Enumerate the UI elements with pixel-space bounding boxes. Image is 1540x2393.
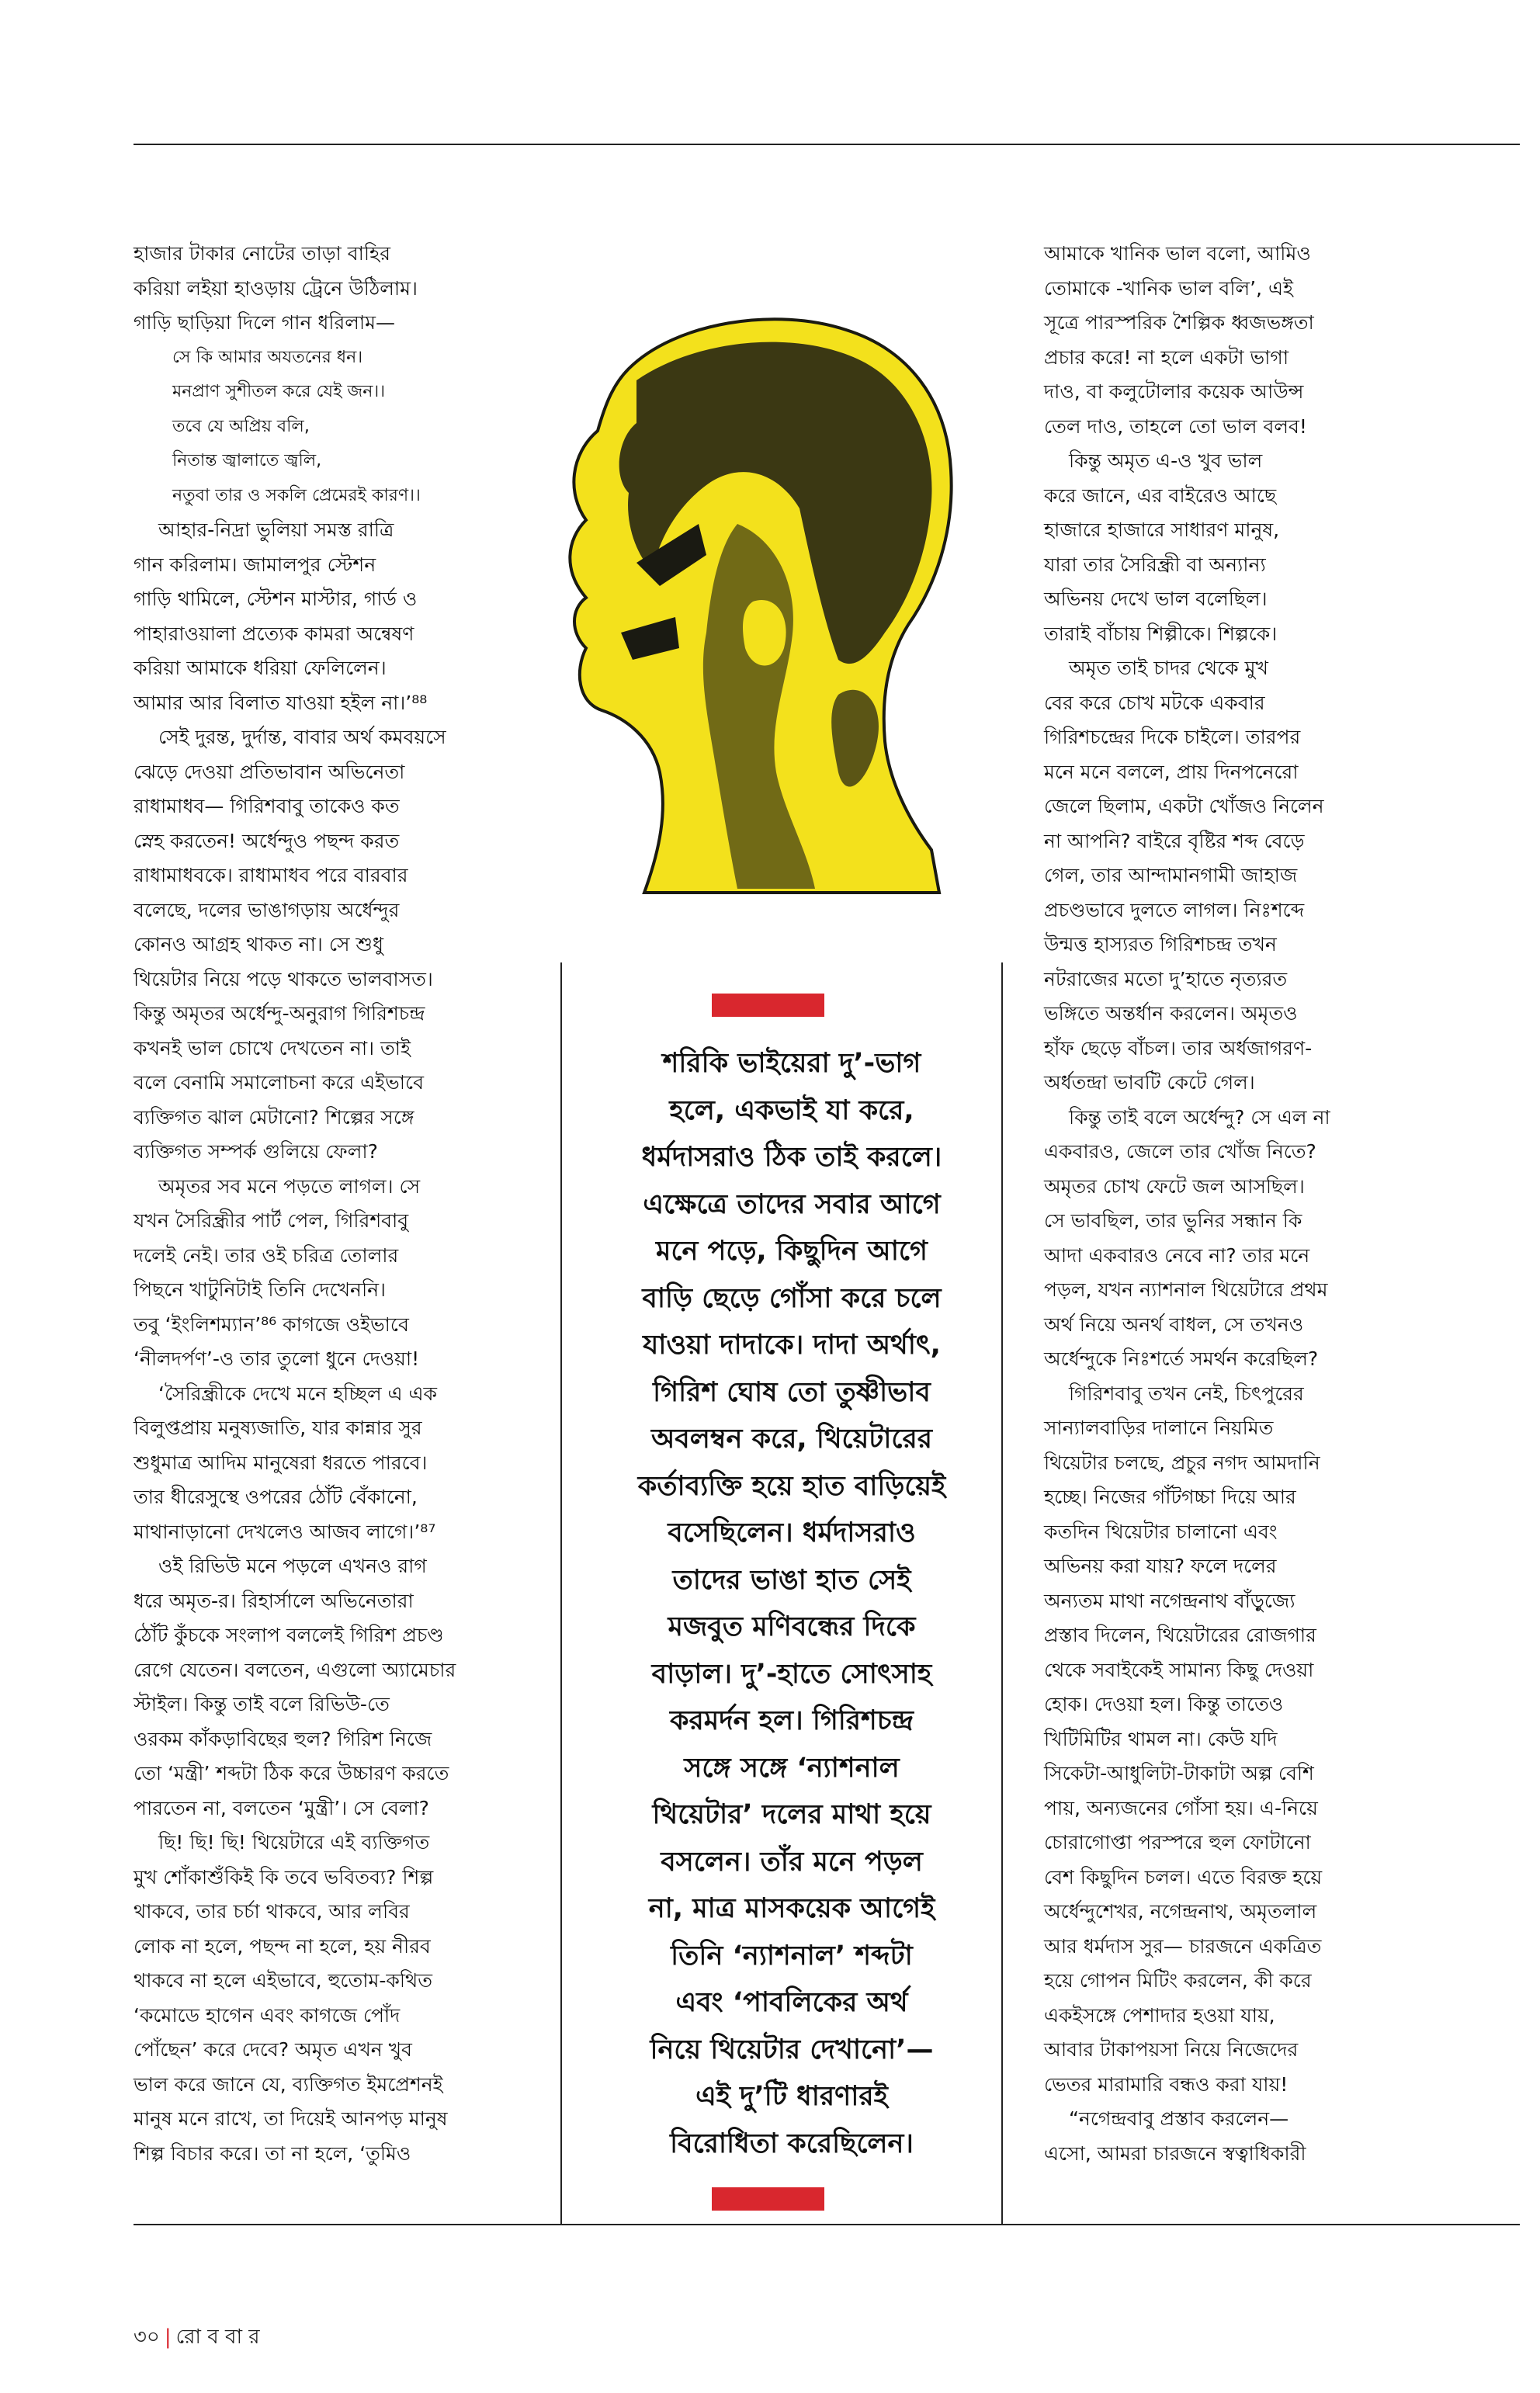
text-line: প্রচার করে! না হলে একটা ভাগা — [1044, 345, 1289, 369]
pull-quote — [574, 1040, 1009, 2167]
text-line: নটরাজের মতো দু’হাতে নৃত্যরত — [1044, 967, 1288, 990]
text-line: তো ‘মন্ত্রী’ শব্দটা ঠিক করে উচ্চারণ করতে — [134, 1762, 449, 1784]
text-line: কিন্তু অমৃত এ-ও খুব ভাল — [1069, 449, 1263, 472]
text-line: বলেছে, দলের ভাঙাগড়ায় অর্ধেন্দুর — [134, 898, 400, 921]
text-line: তোমাকে -খানিক ভাল বলি’, এই — [1044, 276, 1293, 300]
text-line: উন্মত্ত হাস্যরত গিরিশচন্দ্র তখন — [1044, 933, 1277, 955]
text-line: আমার আর বিলাত যাওয়া হইল না।’⁸⁸ — [134, 691, 428, 714]
text-line: পোঁছেন’ করে দেবে? অমৃত এখন খুব — [134, 2038, 412, 2061]
text-line: ছি! ছি! ছি! থিয়েটারে এই ব্যক্তিগত — [158, 1831, 430, 1854]
text-line: গাড়ি ছাড়িয়া দিলে গান ধরিলাম— — [134, 311, 395, 334]
text-line: পায়, অন্যজনের গোঁসা হয়। এ-নিয়ে — [1044, 1796, 1318, 1819]
text-line: রেগে যেতেন। বলতেন, এগুলো অ্যামেচার — [134, 1658, 456, 1681]
text-line: এসো, আমরা চারজনে স্বত্বাধিকারী — [1044, 2142, 1306, 2165]
text-line: তারাই বাঁচায় শিল্পীকে। শিল্পকে। — [1044, 622, 1278, 645]
text-line: তেল দাও, তাহলে তো ভাল বলব! — [1044, 414, 1307, 438]
quote-line: মনে পড়ে, কিছুদিন আগে — [656, 1236, 928, 1267]
quote-line: হলে, একভাই যা করে, — [669, 1094, 914, 1126]
text-line: আর ধর্মদাস সুর— চারজনে একত্রিত — [1044, 1934, 1322, 1958]
text-line: ধরে অমৃত-র। রিহার্সালে অভিনেতারা — [134, 1589, 414, 1612]
text-line: অর্ধতন্দ্রা ভাবটি কেটে গেল। — [1044, 1071, 1255, 1094]
text-line: চোরাগোপ্তা পরস্পরে হুল ফোটানো — [1044, 1831, 1311, 1854]
text-line: স্টাইল। কিন্তু তাই বলে রিভিউ-তে — [134, 1693, 390, 1715]
text-line: মানুষ মনে রাখে, তা দিয়েই আনপড় মানুষ — [134, 2107, 448, 2130]
text-line: গান করিলাম। জামালপুর স্টেশন — [134, 553, 376, 576]
quote-line: তাদের ভাঙা হাত সেই — [672, 1564, 911, 1596]
quote-line: বাড়ি ছেড়ে গোঁসা করে চলে — [642, 1282, 942, 1314]
text-line: থিয়েটার নিয়ে পড়ে থাকতে ভালবাসত। — [134, 967, 433, 990]
text-line: সেই দুরন্ত, দুর্দান্ত, বাবার অর্থ কমবয়সে — [158, 726, 446, 748]
article-column-left — [134, 237, 553, 2171]
text-line: পড়ল, যখন ন্যাশনাল থিয়েটারে প্রথম — [1044, 1278, 1328, 1301]
text-line: হচ্ছে। নিজের গাঁটগচ্চা দিয়ে আর — [1044, 1486, 1296, 1508]
text-line: সে ভাবছিল, তার ভুনির সন্ধান কি — [1044, 1209, 1302, 1232]
article-column-right — [1044, 237, 1510, 2171]
text-line: গাড়ি থামিলে, স্টেশন মাস্টার, গার্ড ও — [134, 588, 418, 610]
text-line: থেকে সবাইকেই সামান্য কিছু দেওয়া — [1044, 1658, 1314, 1681]
text-line: রাধামাধবকে। রাধামাধব পরে বারবার — [134, 864, 408, 886]
text-line: সিকেটা-আধুলিটা-টাকাটা অল্প বেশি — [1044, 1762, 1314, 1784]
text-line: তার ধীরেসুস্থে ওপরের ঠোঁট বেঁকানো, — [134, 1486, 418, 1508]
quote-line: বিরোধিতা করেছিলেন। — [670, 2128, 914, 2159]
text-line: শুধুমাত্র আদিম মানুষেরা ধরতে পারবে। — [134, 1451, 428, 1474]
text-line: হয়ে গোপন মিটিং করলেন, কী করে — [1044, 1969, 1312, 1992]
text-line: গিরিশচন্দ্রের দিকে চাইলে। তারপর — [1044, 726, 1301, 748]
text-line: থাকবে না হলে এইভাবে, হুতোম-কথিত — [134, 1969, 432, 1992]
text-line: আহার-নিদ্রা ভুলিয়া সমস্ত রাত্রি — [158, 518, 394, 541]
text-line: অর্থ নিয়ে অনর্থ বাধল, সে তখনও — [1044, 1313, 1304, 1336]
quote-line: কর্তাব্যক্তি হয়ে হাত বাড়িয়েই — [637, 1470, 946, 1502]
poem-line: নিতান্ত জ্বালাতে জ্বলি, — [172, 451, 322, 470]
text-line: পাহারাওয়ালা প্রত্যেক কামরা অন্বেষণ — [134, 622, 414, 645]
text-line: বেশ কিছুদিন চলল। এতে বিরক্ত হয়ে — [1044, 1865, 1323, 1888]
text-line: রাধামাধব— গিরিশবাবু তাকেও কত — [134, 795, 400, 817]
text-line: প্রচণ্ডভাবে দুলতে লাগল। নিঃশব্দে — [1044, 898, 1305, 921]
quote-line: নিয়ে থিয়েটার দেখানো’— — [650, 2034, 934, 2065]
quote-line: না, মাত্র মাসকয়েক আগেই — [648, 1893, 935, 1924]
poem-line: মনপ্রাণ সুশীতল করে যেই জন।। — [172, 382, 386, 401]
bottom-rule — [134, 2224, 1520, 2225]
text-line: কিন্তু তাই বলে অর্ধেন্দু? সে এল না — [1069, 1105, 1330, 1129]
text-line: শিল্প বিচার করে। তা না হলে, ‘তুমিও — [134, 2142, 411, 2165]
quote-line: গিরিশ ঘোষ তো তুষ্ণীভাব — [653, 1376, 931, 1408]
text-line: পারতেন না, বলতেন ‘মুন্ত্রী’। সে বেলা? — [134, 1796, 429, 1819]
text-line: গিরিশবাবু তখন নেই, চিৎপুরের — [1069, 1382, 1304, 1405]
quote-line: থিয়েটার’ দলের মাথা হয়ে — [652, 1799, 931, 1830]
text-line: বিলুপ্তপ্রায় মনুষ্যজাতি, যার কান্নার সুর — [134, 1417, 422, 1439]
poem-line: তবে যে অপ্রিয় বলি, — [172, 416, 310, 436]
text-line: তবু ‘ইংলিশম্যান’⁸⁶ কাগজে ওইভাবে — [134, 1313, 409, 1336]
text-line: বলে বেনামি সমালোচনা করে এইভাবে — [134, 1071, 425, 1094]
quote-line: বসলেন। তাঁর মনে পড়ল — [661, 1846, 923, 1878]
text-line: অভিনয় করা যায়? ফলে দলের — [1044, 1555, 1277, 1577]
quote-line: এই দু’টি ধারণারই — [695, 2081, 888, 2112]
text-line: না আপনি? বাইরে বৃষ্টির শব্দ বেড়ে — [1044, 829, 1305, 852]
text-line: কতদিন থিয়েটার চালানো এবং — [1044, 1520, 1278, 1543]
text-line: হাঁফ ছেড়ে বাঁচল। তার অর্ধজাগরণ- — [1044, 1036, 1313, 1060]
footer-separator: | — [164, 2325, 172, 2349]
poem-line: সে কি আমার অযতনের ধন। — [172, 347, 363, 367]
text-line: আদা একবারও নেবে না? তার মনে — [1044, 1243, 1310, 1267]
text-line: অমৃত তাই চাদর থেকে মুখ — [1069, 657, 1268, 679]
quote-line: করমর্দন হল। গিরিশচন্দ্র — [670, 1705, 914, 1736]
cheek-patch — [743, 600, 786, 665]
text-line: লোক না হলে, পছন্দ না হলে, হয় নীরব — [134, 1934, 431, 1958]
text-line: “নগেন্দ্রবাবু প্রস্তাব করলেন— — [1069, 2107, 1289, 2130]
text-line: ওরকম কাঁকড়াবিছের হুল? গিরিশ নিজে — [134, 1727, 432, 1750]
quote-line: অবলম্বন করে, থিয়েটারের — [651, 1424, 932, 1455]
quote-line: এবং ‘পাবলিকের অর্থ — [675, 1987, 908, 2018]
text-line: দাও, বা কলুটোলার কয়েক আউন্স — [1044, 380, 1304, 403]
quote-line: এক্ষেত্রে তাদের সবার আগে — [643, 1188, 941, 1220]
pull-quote-bar-top — [712, 994, 824, 1017]
text-line: হাজার টাকার নোটের তাড়া বাহির — [134, 242, 390, 265]
text-line: ব্যক্তিগত ঝাল মেটানো? শিল্পের সঙ্গে — [134, 1105, 414, 1129]
text-line: থিয়েটার চলছে, প্রচুর নগদ আমদানি — [1044, 1451, 1320, 1474]
page-footer — [134, 2321, 260, 2355]
text-line: সূত্রে পারস্পরিক শৈল্পিক ধ্বজভঙ্গতা — [1044, 311, 1314, 334]
text-line: ‘কমোডে হাগেন এবং কাগজে পোঁদ — [134, 2003, 401, 2027]
text-line: ওই রিভিউ মনে পড়লে এখনও রাগ — [158, 1555, 427, 1577]
text-line: বের করে চোখ মটকে একবার — [1044, 691, 1265, 714]
poem-line: নতুবা তার ও সকলি প্রেমেরই কারণ।। — [172, 485, 421, 505]
text-line: করিয়া লইয়া হাওড়ায় ট্রেনে উঠিলাম। — [134, 276, 418, 300]
text-line: সান্যালবাড়ির দালানে নিয়মিত — [1044, 1417, 1274, 1439]
text-line: ভেতর মারামারি বন্ধও করা যায়! — [1044, 2072, 1289, 2096]
text-line: যখন সৈরিন্ধ্রীর পার্ট পেল, গিরিশবাবু — [134, 1209, 409, 1232]
text-line: ‘নীলদর্পণ’-ও তার তুলো ধুনে দেওয়া! — [134, 1347, 420, 1370]
text-line: মনে মনে বললে, প্রায় দিনপনেরো — [1044, 760, 1299, 783]
text-line: অমৃতর চোখ ফেটে জল আসছিল। — [1044, 1174, 1305, 1198]
quote-line: বাড়াল। দু’-হাতে সোৎসাহ — [651, 1658, 932, 1690]
text-line: যারা তার সৈরিন্ধ্রী বা অন্যান্য — [1044, 553, 1266, 576]
magazine-name: রো ব বা র — [175, 2325, 260, 2349]
text-line: খিটিমিটির থামল না। কেউ যদি — [1044, 1727, 1278, 1750]
text-line: একইসঙ্গে পেশাদার হওয়া যায়, — [1044, 2003, 1275, 2027]
text-line: ঠোঁট কুঁচকে সংলাপ বললেই গিরিশ প্রচণ্ড — [134, 1624, 444, 1646]
column-divider-left — [560, 962, 562, 2224]
text-line: ভাল করে জানে যে, ব্যক্তিগত ইমপ্রেশনই — [134, 2072, 443, 2096]
text-line: ঝেড়ে দেওয়া প্রতিভাবান অভিনেতা — [134, 760, 405, 783]
quote-line: ধর্মদাসরাও ঠিক তাই করলে। — [641, 1142, 942, 1173]
text-line: অর্ধেন্দুশেখর, নগেন্দ্রনাথ, অমৃতলাল — [1044, 1900, 1317, 1923]
head-illustration-icon — [543, 307, 1025, 897]
text-line: জেলে ছিলাম, একটা খোঁজও নিলেন — [1044, 795, 1324, 817]
page-number: ৩০ — [134, 2325, 160, 2349]
text-line: দলেই নেই। তার ওই চরিত্র তোলার — [134, 1243, 399, 1267]
quote-line: সঙ্গে সঙ্গে ‘ন্যাশনাল — [684, 1752, 900, 1784]
text-line: আমাকে খানিক ভাল বলো, আমিও — [1044, 242, 1311, 265]
text-line: মুখ শোঁকাশুঁকিই কি তবে ভবিতব্য? শিল্প — [134, 1865, 434, 1888]
text-line: হোক। দেওয়া হল। কিন্তু তাতেও — [1044, 1693, 1284, 1715]
text-line: গেল, তার আন্দামানগামী জাহাজ — [1044, 864, 1298, 886]
text-line: হাজারে হাজারে সাধারণ মানুষ, — [1044, 518, 1280, 541]
pull-quote-bar-bottom — [712, 2187, 824, 2211]
text-line: একবারও, জেলে তার খোঁজ নিতে? — [1044, 1140, 1316, 1163]
quote-line: তিনি ‘ন্যাশনাল’ শব্দটা — [671, 1940, 913, 1972]
quote-line: শরিকি ভাইয়েরা দু’-ভাগ — [662, 1048, 921, 1079]
quote-line: বসেছিলেন। ধর্মদাসরাও — [668, 1517, 916, 1549]
text-line: অমৃতর সব মনে পড়তে লাগল। সে — [158, 1174, 421, 1198]
text-line: পিছনে খাটুনিটাই তিনি দেখেননি। — [134, 1278, 386, 1301]
text-line: আবার টাকাপয়সা নিয়ে নিজেদের — [1044, 2038, 1299, 2061]
text-line: ব্যক্তিগত সম্পর্ক গুলিয়ে ফেলা? — [134, 1140, 378, 1163]
text-line: করে জানে, এর বাইরেও আছে — [1044, 484, 1277, 507]
text-line: অন্যতম মাথা নগেন্দ্রনাথ বাঁড়ুজ্যে — [1044, 1589, 1295, 1612]
text-line: ‘সৈরিন্ধ্রীকে দেখে মনে হচ্ছিল এ এক — [158, 1382, 437, 1405]
text-line: থাকবে, তার চর্চা থাকবে, আর লবির — [134, 1900, 410, 1923]
top-rule — [134, 144, 1520, 145]
text-line: কখনই ভাল চোখে দেখতেন না। তাই — [134, 1036, 411, 1060]
text-line: ভঙ্গিতে অন্তর্ধান করলেন। অমৃতও — [1044, 1002, 1298, 1025]
text-line: স্নেহ করতেন! অর্ধেন্দুও পছন্দ করত — [134, 829, 400, 852]
text-line: অভিনয় দেখে ভাল বলেছিল। — [1044, 588, 1268, 610]
quote-line: মজবুত মণিবন্ধের দিকে — [668, 1611, 916, 1642]
text-line: মাথানাড়ানো দেখলেও আজব লাগে।’⁸⁷ — [134, 1520, 436, 1543]
text-line: কিন্তু অমৃতর অর্ধেন্দু-অনুরাগ গিরিশচন্দ্র — [134, 1002, 425, 1025]
text-line: অর্ধেন্দুকে নিঃশর্তে সমর্থন করেছিল? — [1044, 1347, 1319, 1370]
quote-line: যাওয়া দাদাকে। দাদা অর্থাৎ, — [643, 1330, 941, 1361]
text-line: প্রস্তাব দিলেন, থিয়েটারের রোজগার — [1044, 1624, 1316, 1646]
text-line: করিয়া আমাকে ধরিয়া ফেলিলেন। — [134, 657, 387, 679]
text-line: কোনও আগ্রহ থাকত না। সে শুধু — [134, 933, 383, 955]
